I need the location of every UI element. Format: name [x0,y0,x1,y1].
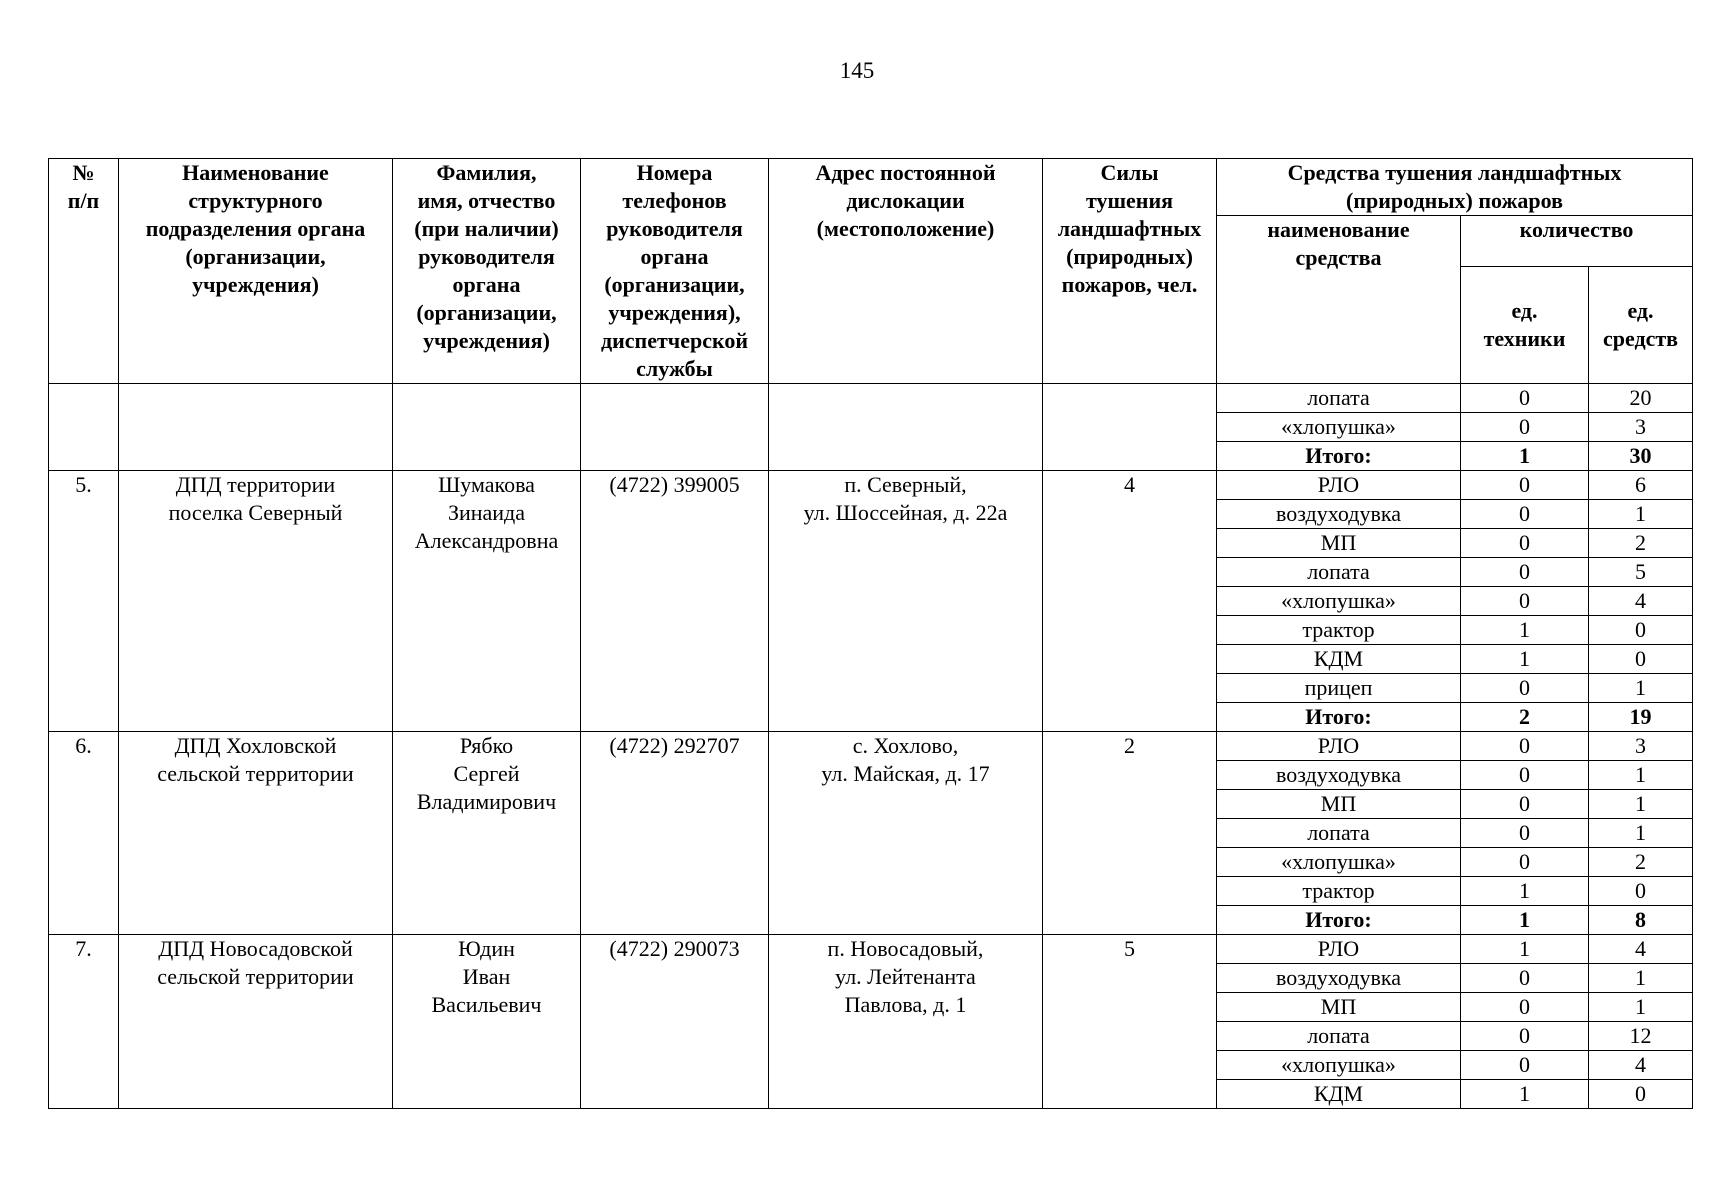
cell-means-name: МП [1217,993,1461,1022]
cell-number [49,384,119,471]
cell-means-name: «хлопушка» [1217,848,1461,877]
cell-tech-units: 0 [1461,790,1589,819]
cell-tech-units: 0 [1461,964,1589,993]
cell-phone [581,384,769,471]
page-number: 145 [839,58,875,83]
cell-tech-units: 0 [1461,384,1589,413]
header-fio: Фамилия, имя, отчество (при наличии) руководителя органа (организации, учреждения) [393,159,581,384]
cell-means-units: 1 [1589,761,1693,790]
cell-tech-units: 0 [1461,529,1589,558]
fire-means-table [48,158,1693,1109]
cell-means-name: воздуходувка [1217,761,1461,790]
cell-number: 5. [49,471,119,732]
header-unit: Наименование структурного подразделения органа (организации, учреждения) [119,159,393,384]
cell-means-name: «хлопушка» [1217,413,1461,442]
cell-tech-units: 0 [1461,761,1589,790]
cell-unit-name: ДПД Новосадовской сельской территории [119,935,393,1109]
cell-means-name: КДМ [1217,645,1461,674]
cell-tech-units: 0 [1461,1051,1589,1080]
header-means-name: наименование средства [1217,216,1461,384]
cell-means-name: МП [1217,790,1461,819]
table-row [49,935,1693,964]
cell-head-name [393,384,581,471]
cell-number: 7. [49,935,119,1109]
cell-means-units: 4 [1589,587,1693,616]
cell-means-units: 5 [1589,558,1693,587]
cell-tech-units: 2 [1461,703,1589,732]
cell-tech-units: 0 [1461,819,1589,848]
cell-tech-units: 0 [1461,413,1589,442]
cell-means-units: 2 [1589,529,1693,558]
cell-means-units: 0 [1589,1080,1693,1109]
cell-address: п. Новосадовый, ул. Лейтенанта Павлова, д. 1 [769,935,1043,1109]
cell-means-units: 1 [1589,790,1693,819]
cell-address: п. Северный, ул. Шоссейная, д. 22а [769,471,1043,732]
cell-means-name: РЛО [1217,935,1461,964]
cell-means-name: Итого: [1217,703,1461,732]
cell-means-name: воздуходувка [1217,500,1461,529]
cell-means-name: Итого: [1217,442,1461,471]
cell-means-name: РЛО [1217,732,1461,761]
cell-tech-units: 0 [1461,558,1589,587]
cell-means-name: лопата [1217,819,1461,848]
cell-address [769,384,1043,471]
cell-unit-name: ДПД Хохловской сельской территории [119,732,393,935]
cell-tech-units: 0 [1461,848,1589,877]
header-means-units: ед. средств [1589,267,1693,384]
cell-means-units: 8 [1589,906,1693,935]
cell-tech-units: 0 [1461,471,1589,500]
cell-means-units: 1 [1589,500,1693,529]
cell-tech-units: 0 [1461,587,1589,616]
header-row-top [49,159,1693,216]
cell-tech-units: 1 [1461,616,1589,645]
cell-means-units: 1 [1589,674,1693,703]
header-means: Средства тушения ландшафтных (природных) пожаров [1217,159,1693,216]
header-address: Адрес постоянной дислокации (местоположение) [769,159,1043,384]
cell-phone: (4722) 292707 [581,732,769,935]
cell-means-units: 1 [1589,964,1693,993]
cell-means-name: «хлопушка» [1217,587,1461,616]
cell-head-name: Юдин Иван Васильевич [393,935,581,1109]
cell-means-name: РЛО [1217,471,1461,500]
cell-means-name: трактор [1217,877,1461,906]
header-tech-units: ед. техники [1461,267,1589,384]
cell-means-units: 0 [1589,877,1693,906]
cell-tech-units: 1 [1461,935,1589,964]
cell-head-name: Шумакова Зинаида Александровна [393,471,581,732]
header-quantity: количество [1461,216,1693,267]
table-row [49,471,1693,500]
cell-means-units: 4 [1589,935,1693,964]
cell-tech-units: 0 [1461,500,1589,529]
table-row [49,732,1693,761]
cell-tech-units: 1 [1461,442,1589,471]
cell-forces: 4 [1043,471,1217,732]
cell-means-name: лопата [1217,558,1461,587]
cell-means-units: 19 [1589,703,1693,732]
cell-means-units: 0 [1589,616,1693,645]
cell-means-name: лопата [1217,1022,1461,1051]
cell-forces: 2 [1043,732,1217,935]
cell-number: 6. [49,732,119,935]
cell-phone: (4722) 290073 [581,935,769,1109]
cell-means-name: трактор [1217,616,1461,645]
cell-unit-name: ДПД территории поселка Северный [119,471,393,732]
cell-tech-units: 1 [1461,645,1589,674]
cell-means-units: 30 [1589,442,1693,471]
cell-tech-units: 0 [1461,732,1589,761]
cell-tech-units: 0 [1461,993,1589,1022]
cell-unit-name [119,384,393,471]
table-body [49,384,1693,1109]
cell-means-units: 0 [1589,645,1693,674]
header-num: № п/п [49,159,119,384]
cell-tech-units: 0 [1461,1022,1589,1051]
cell-forces [1043,384,1217,471]
cell-means-name: воздуходувка [1217,964,1461,993]
cell-means-name: «хлопушка» [1217,1051,1461,1080]
cell-phone: (4722) 399005 [581,471,769,732]
cell-means-units: 1 [1589,993,1693,1022]
cell-means-units: 12 [1589,1022,1693,1051]
cell-forces: 5 [1043,935,1217,1109]
cell-tech-units: 1 [1461,906,1589,935]
cell-means-name: МП [1217,529,1461,558]
cell-means-units: 1 [1589,819,1693,848]
table-row [49,384,1693,413]
header-phones: Номера телефонов руководителя органа (организации, учреждения), диспетчерской службы [581,159,769,384]
cell-means-name: прицеп [1217,674,1461,703]
cell-means-units: 6 [1589,471,1693,500]
cell-means-units: 3 [1589,413,1693,442]
cell-address: с. Хохлово, ул. Майская, д. 17 [769,732,1043,935]
cell-tech-units: 1 [1461,1080,1589,1109]
cell-tech-units: 0 [1461,674,1589,703]
cell-means-units: 3 [1589,732,1693,761]
cell-tech-units: 1 [1461,877,1589,906]
cell-means-units: 2 [1589,848,1693,877]
cell-means-units: 4 [1589,1051,1693,1080]
cell-means-name: лопата [1217,384,1461,413]
cell-means-name: Итого: [1217,906,1461,935]
cell-means-units: 20 [1589,384,1693,413]
cell-means-name: КДМ [1217,1080,1461,1109]
header-forces: Силы тушения ландшафтных (природных) пожаров, чел. [1043,159,1217,384]
cell-head-name: Рябко Сергей Владимирович [393,732,581,935]
